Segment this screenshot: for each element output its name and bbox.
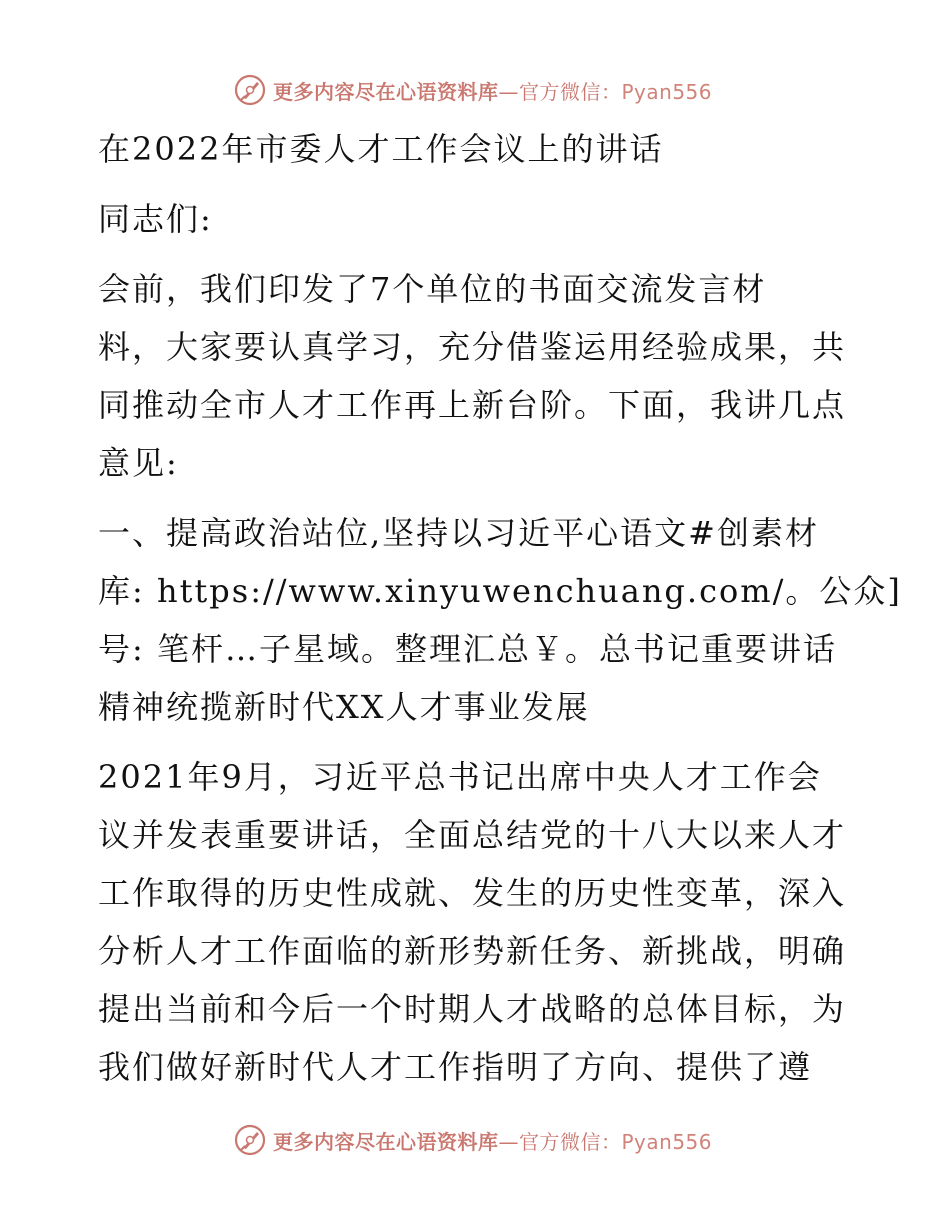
paragraph-line: 意见:	[98, 444, 179, 482]
paragraph-1	[98, 260, 850, 492]
greeting: 同志们:	[98, 200, 213, 238]
paragraph-line: 分析人才工作面临的新形势新任务、新挑战，明确	[98, 932, 847, 970]
document-title: 在2022年市委人才工作会议上的讲话	[98, 130, 664, 168]
paragraph-line: 2021年9月，习近平总书记出席中央人才工作会	[98, 758, 822, 796]
paragraph-line: 我们做好新时代人才工作指明了方向、提供了遵	[98, 1048, 813, 1086]
watermark-dash: —	[498, 1129, 519, 1154]
paragraph-line: 工作取得的历史性成就、发生的历史性变革，深入	[98, 874, 847, 912]
paragraph-2	[98, 748, 850, 1096]
section-heading-1	[98, 504, 902, 736]
paragraph-line: 一、提高政治站位,坚持以习近平心语文#创素材	[98, 514, 819, 552]
footer-watermark	[233, 1120, 712, 1160]
paragraph-line: 库: https://www.xinyuwenchuang.com/。公众]	[98, 572, 902, 610]
paragraph-line: 议并发表重要讲话，全面总结党的十八大以来人才	[98, 816, 847, 854]
quill-pen-logo-icon	[233, 1123, 267, 1157]
watermark-wechat-label: 官方微信：	[519, 79, 622, 104]
paragraph-line: 精神统揽新时代XX人才事业发展	[98, 688, 590, 726]
watermark-wechat-handle: Pyan556	[621, 1129, 713, 1154]
watermark-wechat-label: 官方微信：	[519, 1129, 622, 1154]
header-watermark	[233, 70, 712, 110]
paragraph-line: 会前，我们印发了7个单位的书面交流发言材	[98, 270, 767, 308]
watermark-dash: —	[498, 79, 519, 104]
paragraph-line: 提出当前和今后一个时期人才战略的总体目标，为	[98, 990, 847, 1028]
paragraph-line: 同推动全市人才工作再上新台阶。下面，我讲几点	[98, 386, 847, 424]
watermark-site-name: 更多内容尽在心语资料库	[273, 1129, 499, 1154]
watermark-wechat-handle: Pyan556	[621, 79, 713, 104]
watermark-site-name: 更多内容尽在心语资料库	[273, 79, 499, 104]
paragraph-line: 料，大家要认真学习，充分借鉴运用经验成果，共	[98, 328, 847, 366]
quill-pen-logo-icon	[233, 73, 267, 107]
document-body	[98, 120, 902, 1096]
paragraph-line: 号: 笔杆…子星域。整理汇总￥。总书记重要讲话	[98, 630, 837, 668]
